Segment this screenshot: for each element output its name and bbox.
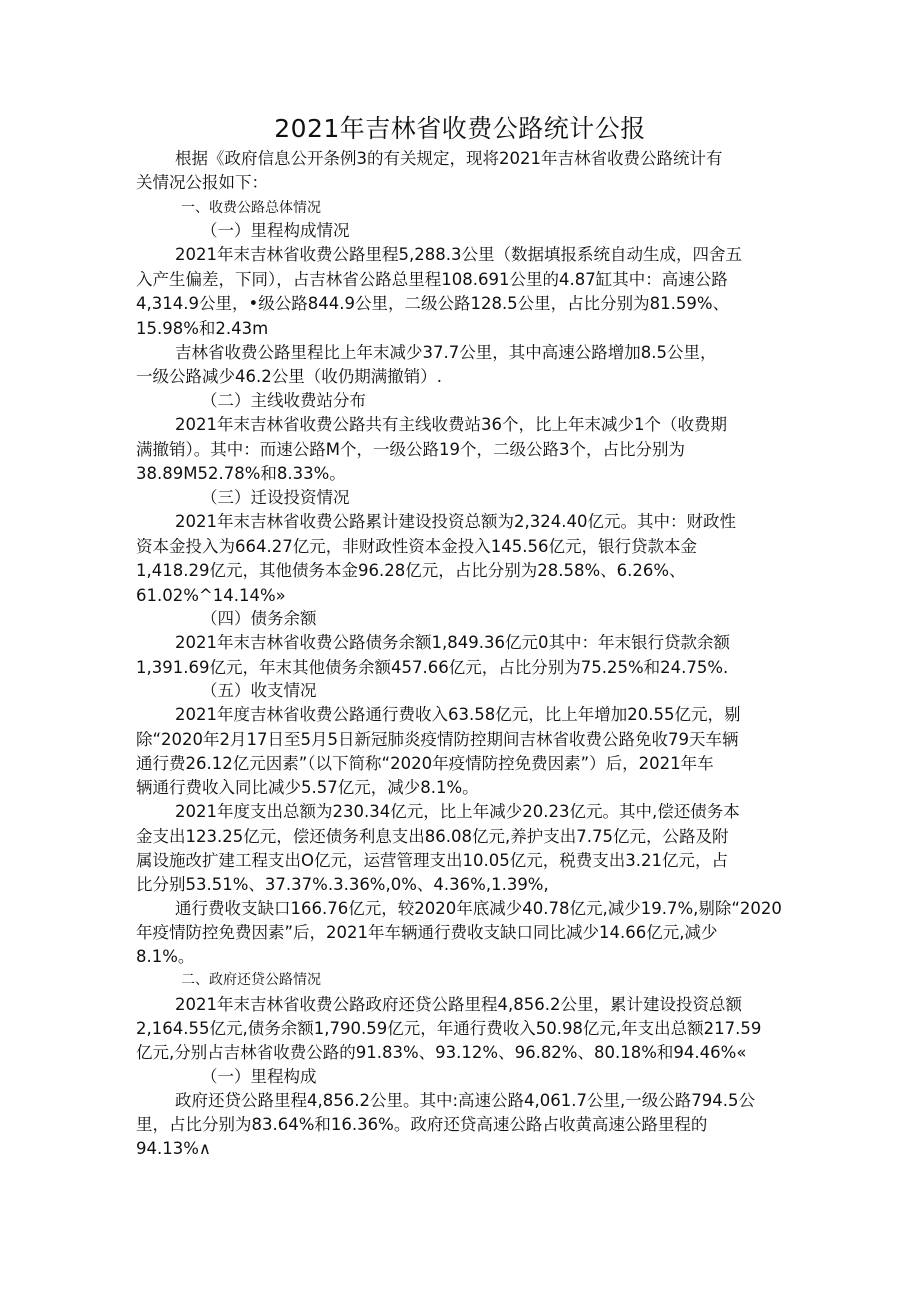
body-line: 2021年末吉林省收费公路债务余额1,849.36亿元0其中：年末银行贷款余额 bbox=[175, 633, 730, 652]
body-line: 满撤销）。其中：而速公路M个，一级公路19个，二级公路3个，占比分别为 bbox=[136, 440, 685, 459]
body-line: 政府还贷公路里程4,856.2公里。其中:高速公路4,061.7公里,一级公路794.5公 bbox=[175, 1091, 755, 1110]
body-line: 通行费收支缺口166.76亿元，较2020年底减少40.78亿元,减少19.7%,剔除“2020 bbox=[175, 899, 782, 918]
body-line: 比分别53.51%、37.37%.3.36%,0%、4.36%,1.39%, bbox=[136, 875, 549, 894]
body-line: 1,418.29亿元，其他债务本金96.28亿元，占比分别为28.58%、6.26%、 bbox=[136, 561, 686, 580]
body-line: 关情况公报如下： bbox=[136, 173, 268, 192]
body-line: 一级公路减少46.2公里（收仍期满撤销）. bbox=[136, 367, 442, 386]
body-line: 8.1%。 bbox=[136, 947, 195, 966]
body-line: 4,314.9公里，•级公路844.9公里，二级公路128.5公里，占比分别为81.59%、 bbox=[136, 294, 730, 313]
body-line: 资本金投入为664.27亿元，非财政性资本金投入145.56亿元，银行贷款本金 bbox=[136, 537, 697, 556]
body-line: 61.02%^14.14%» bbox=[136, 586, 286, 605]
subsection-heading: （一）里程构成情况 bbox=[201, 221, 350, 240]
body-line: 2021年度吉林省收费公路通行费收入63.58亿元，比上年增加20.55亿元，剔 bbox=[175, 705, 741, 724]
body-line: 亿元,分别占吉林省收费公路的91.83%、93.12%、96.82%、80.18%和94.46%« bbox=[136, 1043, 747, 1062]
subsection-heading: （四）债务余额 bbox=[201, 609, 317, 628]
body-line: 除“2020年2月17日至5月5日新冠肺炎疫情防控期间吉林省收费公路免收79天车辆 bbox=[136, 730, 739, 749]
subsection-heading: （二）主线收费站分布 bbox=[201, 391, 366, 410]
section-heading: 一、收费公路总体情况 bbox=[181, 200, 321, 216]
body-line: 38.89M52.78%和8.33%。 bbox=[136, 464, 346, 483]
body-line: 金支出123.25亿元，偿还债务利息支出86.08亿元,养护支出7.75亿元，公路及附 bbox=[136, 827, 729, 846]
body-line: 2021年末吉林省收费公路累计建设投资总额为2,324.40亿元。其中：财政性 bbox=[175, 512, 736, 531]
subsection-heading: （一）里程构成 bbox=[201, 1067, 317, 1086]
body-line: 吉林省收费公路里程比上年末减少37.7公里，其中高速公路增加8.5公里， bbox=[175, 343, 717, 362]
body-line: 里，占比分别为83.64%和16.36%。政府还贷高速公路占收黄高速公路里程的 bbox=[136, 1115, 708, 1134]
body-line: 2,164.55亿元,债务余额1,790.59亿元，年通行费收入50.98亿元,年支出总额217.59 bbox=[136, 1019, 762, 1038]
body-line: 2021年末吉林省收费公路共有主线收费站36个，比上年末减少1个（收费期 bbox=[175, 415, 727, 434]
subsection-heading: （三）迁设投资情况 bbox=[201, 488, 350, 507]
body-line: 根据《政府信息公开条例3的有关规定，现将2021年吉林省收费公路统计有 bbox=[175, 149, 723, 168]
body-line: 94.13%∧ bbox=[136, 1139, 211, 1158]
body-line: 属设施改扩建工程支出O亿元，运营管理支出10.05亿元，税费支出3.21亿元，占 bbox=[136, 851, 728, 870]
body-line: 辆通行费收入同比减少5.57亿元，减少8.1%。 bbox=[136, 778, 479, 797]
body-line: 2021年末吉林省收费公路政府还贷公路里程4,856.2公里，累计建设投资总额 bbox=[175, 995, 742, 1014]
body-line: 年疫情防控免费因素”后，2021年车辆通行费收支缺口同比减少14.66亿元,减少 bbox=[136, 923, 718, 942]
section-heading: 二、政府还贷公路情况 bbox=[181, 972, 321, 988]
body-line: 通行费26.12亿元因素”（以下简称“2020年疫情防控免费因素”）后，2021年车 bbox=[136, 754, 714, 773]
body-line: 1,391.69亿元，年末其他债务余额457.66亿元，占比分别为75.25%和24.75%. bbox=[136, 658, 729, 677]
body-line: 15.98%和2.43m bbox=[136, 319, 269, 338]
body-line: 2021年度支出总额为230.34亿元，比上年减少20.23亿元。其中,偿还债务本 bbox=[175, 802, 740, 821]
body-line: 2021年末吉林省收费公路里程5,288.3公里（数据填报系统自动生成，四舍五 bbox=[175, 245, 742, 264]
page-title: 2021年吉林省收费公路统计公报 bbox=[274, 114, 646, 143]
subsection-heading: （五）收支情况 bbox=[201, 681, 317, 700]
body-line: 入产生偏差，下同），占吉林省公路总里程108.691公里的4.87缸其中：高速公路 bbox=[136, 270, 728, 289]
